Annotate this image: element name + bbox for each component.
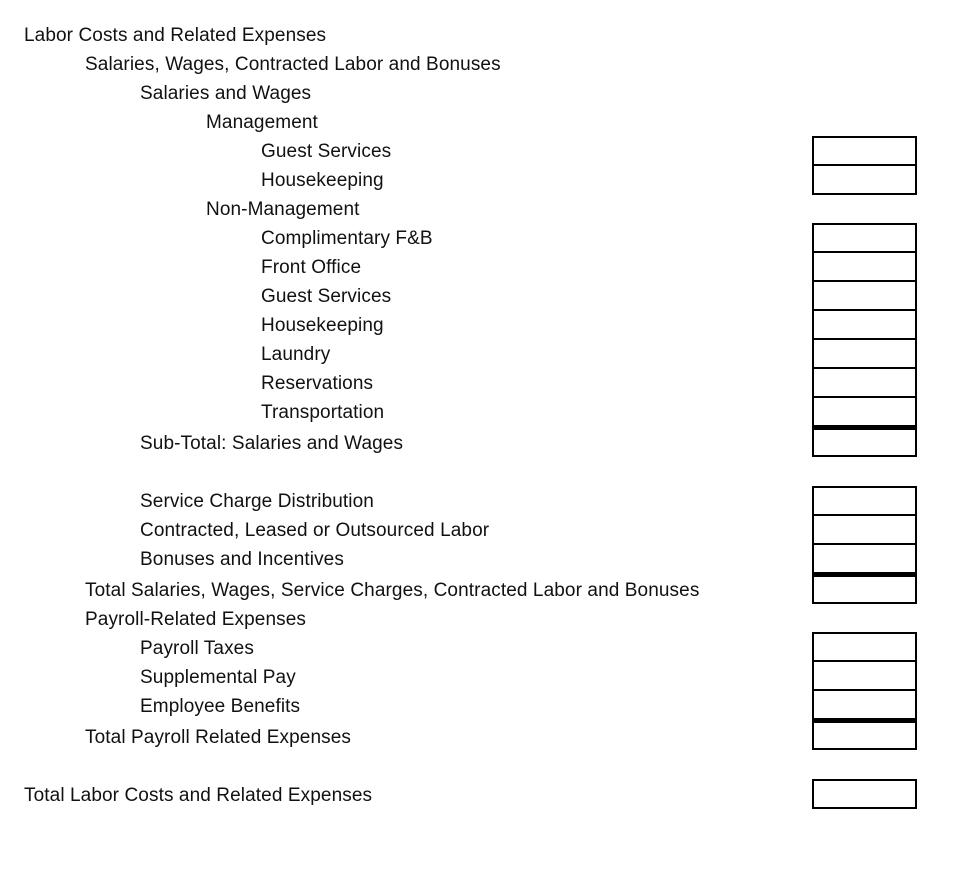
row-label-payroll-related-heading: Payroll-Related Expenses — [85, 609, 307, 630]
input-supplemental-pay[interactable] — [812, 662, 917, 691]
row-label-labor-costs-heading: Labor Costs and Related Expenses — [24, 25, 327, 46]
row-label-employee-benefits: Employee Benefits — [140, 696, 301, 717]
row-label-bonuses-incentives: Bonuses and Incentives — [140, 549, 344, 570]
row-label-transportation: Transportation — [261, 402, 385, 423]
row-label-non-management-heading: Non-Management — [206, 199, 360, 220]
input-bonuses-incentives[interactable] — [812, 545, 917, 574]
input-contracted-labor[interactable] — [812, 516, 917, 545]
row-label-contracted-labor: Contracted, Leased or Outsourced Labor — [140, 520, 490, 541]
input-nonmgmt-housekeeping[interactable] — [812, 311, 917, 340]
row-label-mgmt-guest-services: Guest Services — [261, 141, 392, 162]
row-label-payroll-taxes: Payroll Taxes — [140, 638, 254, 659]
input-laundry[interactable] — [812, 340, 917, 369]
input-nonmgmt-guest-services[interactable] — [812, 282, 917, 311]
row-label-salaries-wages-heading: Salaries and Wages — [140, 83, 312, 104]
row-label-total-labor-costs: Total Labor Costs and Related Expenses — [24, 785, 373, 806]
input-complimentary-fb[interactable] — [812, 223, 917, 253]
input-total-labor-costs[interactable] — [812, 779, 917, 809]
row-label-complimentary-fb: Complimentary F&B — [261, 228, 433, 249]
input-total-payroll-related[interactable] — [812, 720, 917, 750]
input-service-charge-distribution[interactable] — [812, 486, 917, 516]
row-label-nonmgmt-housekeeping: Housekeeping — [261, 315, 384, 336]
input-total-salaries-wages-bonuses[interactable] — [812, 574, 917, 604]
row-label-total-salaries-wages-bonuses: Total Salaries, Wages, Service Charges, Contracted Labor and Bonuses — [85, 580, 700, 601]
input-reservations[interactable] — [812, 369, 917, 398]
row-label-total-payroll-related: Total Payroll Related Expenses — [85, 727, 351, 748]
row-label-laundry: Laundry — [261, 344, 331, 365]
row-label-mgmt-housekeeping: Housekeeping — [261, 170, 384, 191]
row-label-salaries-wages-contracted-heading: Salaries, Wages, Contracted Labor and Bonuses — [85, 54, 501, 75]
input-mgmt-guest-services[interactable] — [812, 136, 917, 166]
input-front-office[interactable] — [812, 253, 917, 282]
row-label-front-office: Front Office — [261, 257, 362, 278]
input-subtotal-salaries-wages[interactable] — [812, 427, 917, 457]
row-label-reservations: Reservations — [261, 373, 374, 394]
row-label-subtotal-salaries-wages: Sub-Total: Salaries and Wages — [140, 433, 404, 454]
input-payroll-taxes[interactable] — [812, 632, 917, 662]
input-transportation[interactable] — [812, 398, 917, 427]
row-label-nonmgmt-guest-services: Guest Services — [261, 286, 392, 307]
input-employee-benefits[interactable] — [812, 691, 917, 720]
row-label-management-heading: Management — [206, 112, 318, 133]
row-label-supplemental-pay: Supplemental Pay — [140, 667, 296, 688]
row-label-service-charge-distribution: Service Charge Distribution — [140, 491, 374, 512]
input-mgmt-housekeeping[interactable] — [812, 166, 917, 195]
